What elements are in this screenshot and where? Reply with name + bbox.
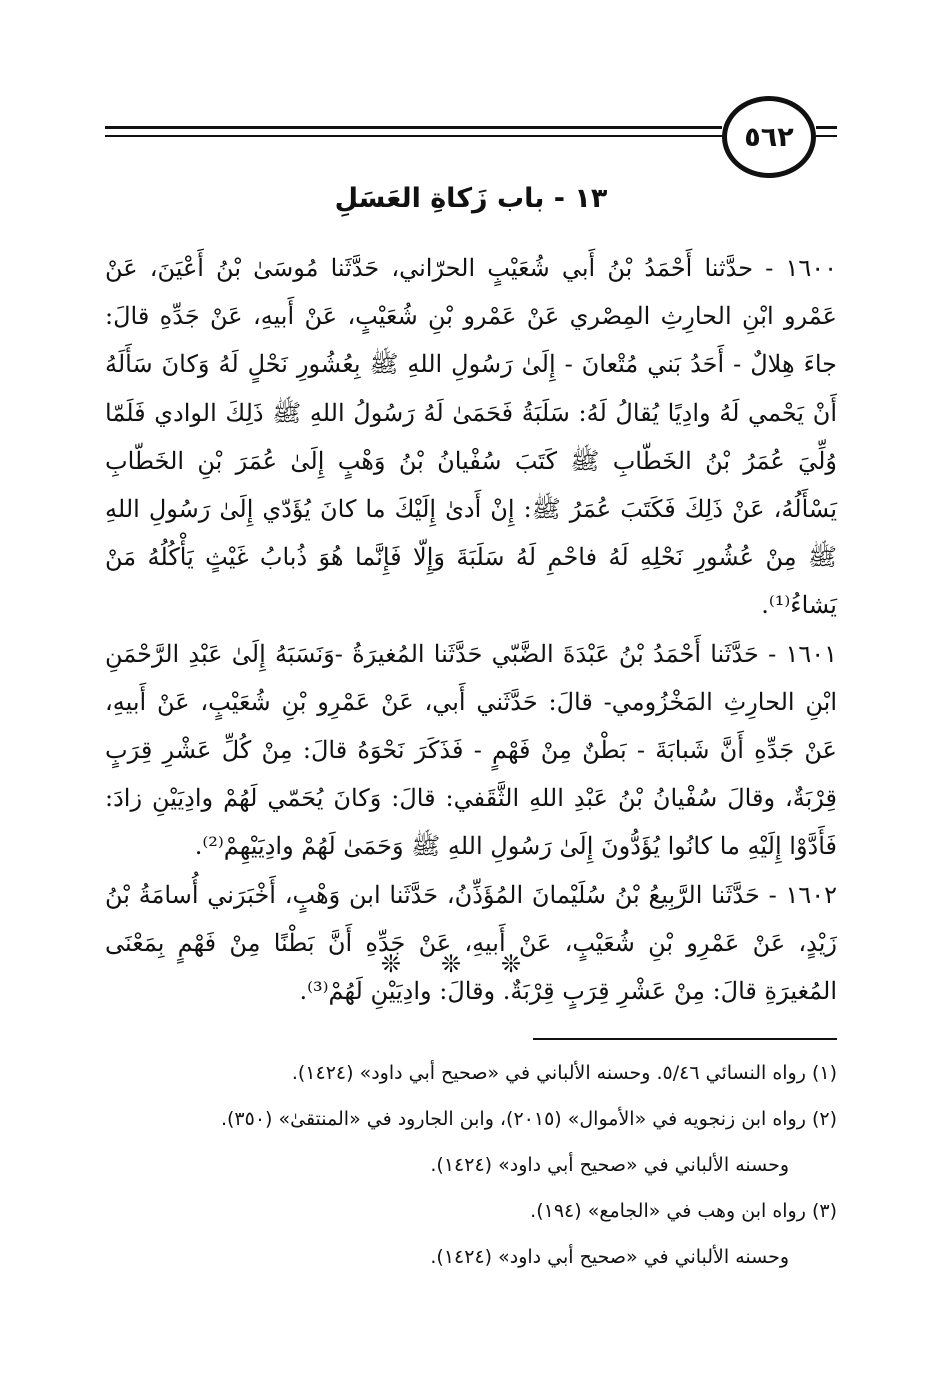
header-rule-left-thin — [105, 135, 722, 137]
footnotes — [105, 1050, 837, 1280]
footnote-divider — [533, 1038, 837, 1040]
chapter-title: ١٣ - باب زَكاةِ العَسَلِ — [334, 183, 608, 214]
footnote-2-continuation: وحسنه الألباني في «صحيح أبي داود» (١٤٢٤). — [430, 1154, 789, 1176]
main-text — [105, 244, 837, 1015]
footnote-2: (٢) رواه ابن زنجويه في «الأموال» (٢٠١٥)، وابن الجارود في «المنتقىٰ» (٣٥٠). — [220, 1108, 837, 1130]
section-separator: ❊❊❊ — [380, 950, 562, 978]
header-rule-left — [105, 126, 722, 129]
footnote-3-continuation: وحسنه الألباني في «صحيح أبي داود» (١٤٢٤). — [430, 1246, 789, 1268]
paragraph-1601: ١٦٠١ - حَدَّثَنا أَحْمَدُ بْنُ عَبْدَةَ الضَّبّي حَدَّثَنا المُغيرَةُ -وَنَسَبَهُ إِلَىٰ عَبْدِ الرَّحْمَنِ ابْنِ الحارِثِ المَخْزُومي- قالَ: حَدَّثَني أَبي، عَنْ عَمْرِو بْنِ شُعَيْبٍ، عَنْ أَبيهِ، عَنْ جَدِّهِ أَنَّ شَبابَةَ - بَطْنٌ مِنْ فَهْمٍ - فَذَكَرَ نَحْوَهُ قالَ: مِنْ كُلِّ عَشْرِ قِرَبٍ قِرْبَةٌ، وقالَ سُفْيانُ بْنُ عَبْدِ اللهِ الثَّقَفي: قالَ: وَكانَ يُحَمّي لَهُمْ وادِيَيْنِ زادَ: فَأَدَّوْا إِلَيْهِ ما كانُوا يُؤَدُّونَ إِلَىٰ رَسُولِ اللهِ ﷺ وَحَمَىٰ لَهُمْ وادِيَيْهِمْ⁽²⁾. — [105, 639, 837, 861]
page-number: ٥٦٢ — [744, 121, 794, 153]
header-rule-right — [816, 126, 837, 129]
paragraph-1602: ١٦٠٢ - حَدَّثَنا الرَّبِيعُ بْنُ سُلَيْمانَ المُؤَذِّنُ، حَدَّثَنا ابن وَهْبٍ، أَخْبَرَني أُسامَةُ بْنُ زَيْدٍ، عَنْ عَمْرِو بْنِ شُعَيْبٍ، عَنْ أَبيهِ، عَنْ جَدِّهِ أَنَّ بَطْنًا مِنْ فَهْمٍ بِمَعْنَى المُغيرَةِ قالَ: مِنْ عَشْرِ قِرَبٍ قِرْبَةٌ. وقالَ: وادِيَيْنِ لَهُمْ⁽³⁾. — [105, 880, 837, 1006]
page-number-badge — [722, 96, 816, 178]
header-rule-right-thin — [816, 135, 837, 137]
paragraph-1600: ١٦٠٠ - حدَّثنا أَحْمَدُ بْنُ أَبي شُعَيْبٍ الحرّاني، حَدَّثَنا مُوسَىٰ بْنُ أَعْيَنَ، عَنْ عَمْرو ابْنِ الحارِثِ المِصْري عَنْ عَمْرو بْنِ شُعَيْبٍ، عَنْ أَبيهِ، عَنْ جَدِّهِ قالَ: جاءَ هِلالٌ - أَحَدُ بَني مُتْعانَ - إِلَىٰ رَسُولِ اللهِ ﷺ بِعُشُورِ نَحْلٍ لَهُ وَكانَ سَأَلَهُ أَنْ يَحْمي لَهُ وادِيًا يُقالُ لَهُ: سَلَبَةُ فَحَمَىٰ لَهُ رَسُولُ اللهِ ﷺ ذَلِكَ الوادي فَلَمّا وُلِّيَ عُمَرُ بْنُ الخَطّابِ ﷺ كَتَبَ سُفْيانُ بْنُ وَهْبٍ إِلَىٰ عُمَرَ بْنِ الخَطّابِ يَسْأَلُهُ، عَنْ ذَلِكَ فَكَتَبَ عُمَرُ ﷺ: إِنْ أَدىٰ إِلَيْكَ ما كانَ يُؤَدّي إِلَىٰ رَسُولِ اللهِ ﷺ مِنْ عُشُورِ نَحْلِهِ لَهُ فاحْمِ لَهُ سَلَبَةَ وَإِلّا فَإِنَّما هُوَ ذُبابُ غَيْثٍ يَأْكُلُهُ مَنْ يَشاءُ⁽¹⁾. — [105, 254, 837, 620]
footnote-3: (٣) رواه ابن وهب في «الجامع» (١٩٤). — [530, 1200, 837, 1222]
footnote-1: (١) رواه النسائي ٥/٤٦. وحسنه الألباني في «صحيح أبي داود» (١٤٢٤). — [291, 1062, 837, 1084]
